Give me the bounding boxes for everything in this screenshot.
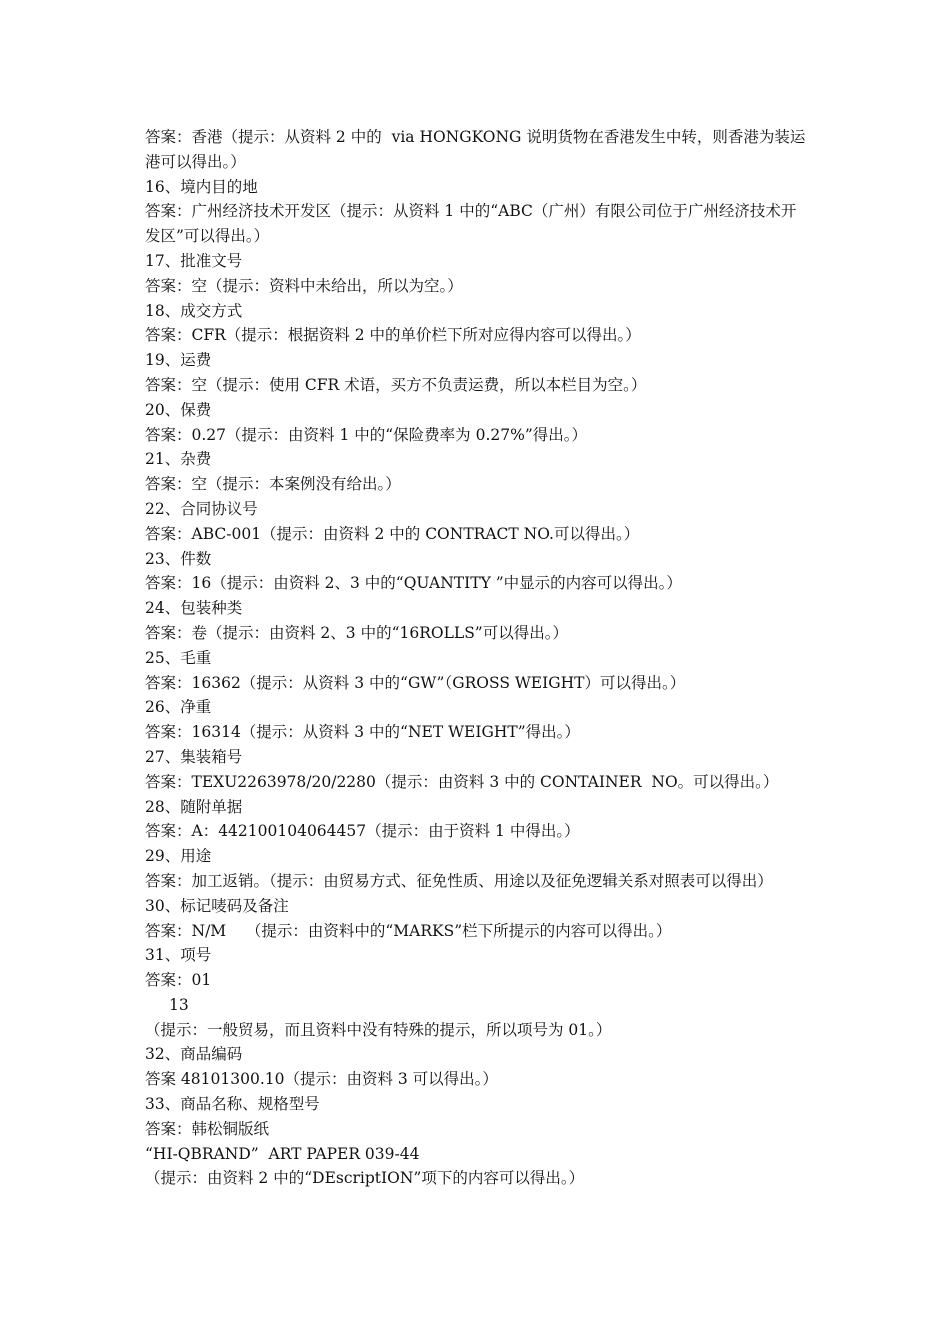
hint-line: （提示：由资料 2 中的“DEscriptION”项下的内容可以得出。）: [145, 1169, 585, 1188]
item-heading: 28、随附单据: [145, 797, 243, 816]
item-heading: 32、商品编码: [145, 1045, 243, 1064]
hint-line: （提示：一般贸易，而且资料中没有特殊的提示，所以项号为 01。）: [145, 1020, 612, 1039]
answer-line: 答案：香港（提示：从资料 2 中的 via HONGKONG 说明货物在香港发生中转，则香港为装运港可以得出。）: [145, 128, 806, 171]
item-heading: 25、毛重: [145, 648, 212, 667]
answer-line: 答案：16（提示：由资料 2、3 中的“QUANTITY ”中显示的内容可以得出。）: [145, 574, 682, 593]
answer-line: 答案：ABC-001（提示：由资料 2 中的 CONTRACT NO.可以得出。）: [145, 524, 640, 543]
item-heading: 30、标记唛码及备注: [145, 896, 289, 915]
answer-line: 答案：广州经济技术开发区（提示：从资料 1 中的“ABC（广州）有限公司位于广州经济技术开发区”可以得出。）: [145, 202, 797, 246]
item-heading: 26、净重: [145, 698, 212, 717]
item-heading: 16、境内目的地: [145, 177, 258, 196]
item-heading: 24、包装种类: [145, 599, 243, 618]
answer-line: 答案：16314（提示：从资料 3 中的“NET WEIGHT”得出。）: [145, 723, 580, 742]
answer-line: 答案：韩松铜版纸: [145, 1119, 270, 1138]
answer-line: 答案：CFR（提示：根据资料 2 中的单价栏下所对应得内容可以得出。）: [145, 326, 641, 345]
answer-line: 答案：空（提示：本案例没有给出。）: [145, 475, 401, 494]
item-heading: 18、成交方式: [145, 301, 243, 320]
item-heading: 33、商品名称、规格型号: [145, 1095, 320, 1114]
item-heading: 20、保费: [145, 400, 212, 419]
answer-continuation: 13: [169, 995, 189, 1014]
answer-line: 答案：0.27（提示：由资料 1 中的“保险费率为 0.27%”得出。）: [145, 425, 587, 444]
document-body: [145, 125, 810, 1191]
answer-line: 答案：16362（提示：从资料 3 中的“GW”（GROSS WEIGHT）可以得出。）: [145, 673, 686, 692]
answer-line: 答案：空（提示：使用 CFR 术语，买方不负责运费，所以本栏目为空。）: [145, 375, 647, 394]
item-heading: 22、合同协议号: [145, 499, 258, 518]
item-heading: 27、集装箱号: [145, 747, 243, 766]
item-heading: 31、项号: [145, 946, 212, 965]
answer-line: 答案：加工返销。（提示：由贸易方式、征免性质、用途以及征免逻辑关系对照表可以得出）: [145, 871, 773, 890]
answer-line: 答案：空（提示：资料中未给出，所以为空。）: [145, 276, 463, 295]
item-heading: 23、件数: [145, 549, 212, 568]
answer-line: 答案：N/M （提示：由资料中的“MARKS”栏下所提示的内容可以得出。）: [145, 921, 672, 940]
item-heading: 21、杂费: [145, 450, 212, 469]
answer-continuation: “HI-QBRAND” ART PAPER 039-44: [145, 1144, 420, 1163]
item-heading: 17、批准文号: [145, 251, 243, 270]
answer-line: 答案：卷（提示：由资料 2、3 中的“16ROLLS”可以得出。）: [145, 623, 568, 642]
answer-line: 答案：01: [145, 971, 212, 990]
answer-line: 答案：A：442100104064457（提示：由于资料 1 中得出。）: [145, 822, 580, 841]
item-heading: 19、运费: [145, 351, 212, 370]
item-heading: 29、用途: [145, 847, 212, 866]
answer-line: 答案 48101300.10（提示：由资料 3 可以得出。）: [145, 1070, 498, 1089]
answer-line: 答案：TEXU2263978/20/2280（提示：由资料 3 中的 CONTAINER NO。可以得出。）: [145, 772, 779, 791]
